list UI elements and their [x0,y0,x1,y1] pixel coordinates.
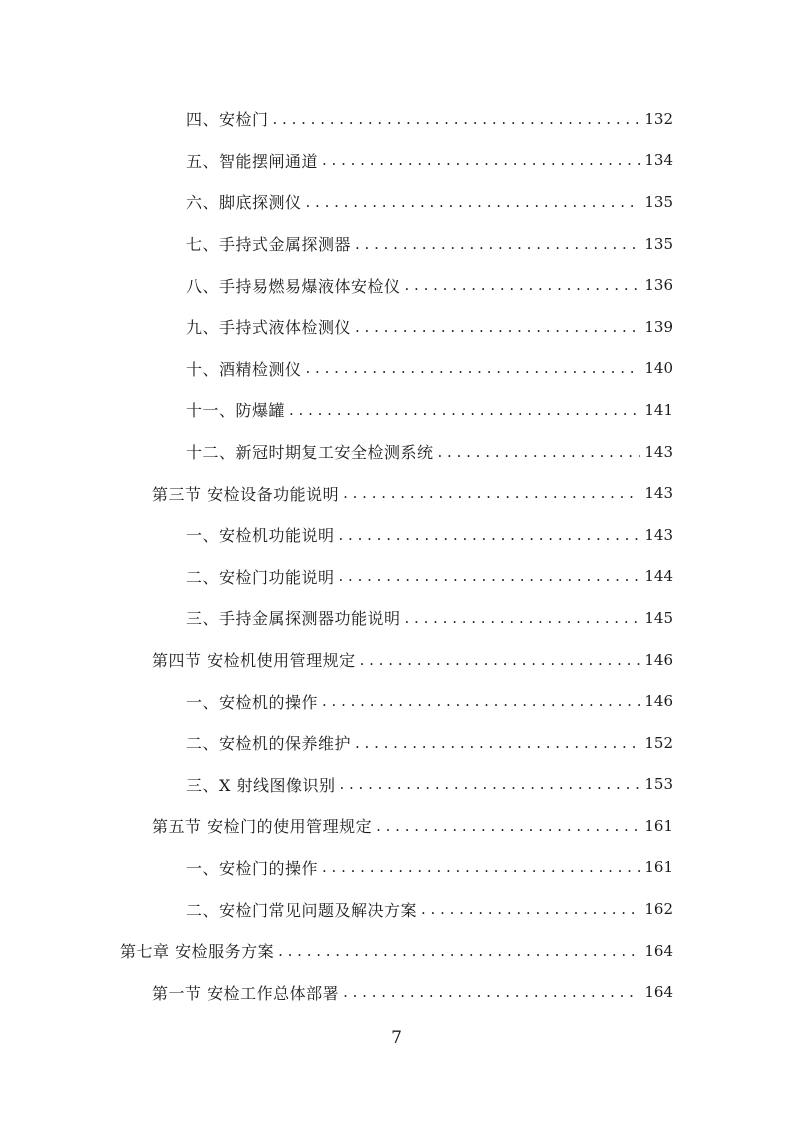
toc-dot-leader [343,484,640,502]
toc-entry-page: 146 [644,650,673,669]
toc-entry-title: 十、酒精检测仪 [186,359,302,379]
toc-entry-title: 第四节 安检机使用管理规定 [152,651,356,671]
toc-entry[interactable] [0,556,793,598]
toc-entry-page: 134 [644,151,673,170]
toc-entry-title: 七、手持式金属探测器 [186,235,352,255]
toc-entry-page: 161 [644,858,673,877]
toc-dot-leader [421,900,640,918]
toc-entry[interactable] [0,930,793,972]
toc-entry-page: 162 [644,900,673,919]
toc-entry-page: 152 [644,733,673,752]
toc-dot-leader [278,942,640,960]
toc-entry-page: 145 [644,608,673,627]
toc-entry[interactable] [0,514,793,556]
toc-entry[interactable] [0,306,793,348]
toc-dot-leader [355,318,640,336]
toc-entry[interactable] [0,264,793,306]
page-number: 7 [391,1028,402,1048]
toc-dot-leader [405,609,641,627]
toc-entry-page: 146 [644,692,673,711]
toc-entry-page: 135 [644,234,673,253]
toc-entry-title: 十二、新冠时期复工安全检测系统 [186,443,434,463]
toc-dot-leader [438,443,641,461]
toc-entry-title: 第一节 安检工作总体部署 [152,983,340,1003]
toc-entry-title: 三、X 射线图像识别 [186,775,336,795]
toc-entry-page: 143 [644,442,673,461]
toc-dot-leader [343,983,640,1001]
table-of-contents [0,98,793,1013]
toc-entry-title: 第七章 安检服务方案 [120,942,275,962]
toc-entry-title: 二、安检门功能说明 [186,567,335,587]
toc-entry-page: 141 [644,400,673,419]
toc-entry-title: 九、手持式液体检测仪 [186,318,352,338]
toc-entry-title: 三、手持金属探测器功能说明 [186,609,401,629]
toc-entry-title: 一、安检机的操作 [186,692,319,712]
toc-dot-leader [339,526,641,544]
toc-dot-leader [322,858,640,876]
toc-entry-page: 161 [644,816,673,835]
toc-entry-page: 164 [644,941,673,960]
toc-entry[interactable] [0,680,793,722]
toc-entry[interactable] [0,98,793,140]
toc-entry-page: 143 [644,484,673,503]
toc-dot-leader [355,734,640,752]
toc-entry-page: 140 [644,359,673,378]
toc-entry[interactable] [0,805,793,847]
toc-entry[interactable] [0,140,793,182]
toc-entry-page: 132 [644,109,673,128]
toc-entry[interactable] [0,971,793,1013]
toc-entry[interactable] [0,722,793,764]
toc-dot-leader [405,276,641,294]
toc-entry[interactable] [0,348,793,390]
toc-entry-title: 二、安检门常见问题及解决方案 [186,900,418,920]
toc-entry-page: 143 [644,525,673,544]
toc-dot-leader [306,193,641,211]
toc-entry[interactable] [0,431,793,473]
toc-dot-leader [322,151,640,169]
toc-dot-leader [273,110,641,128]
toc-entry[interactable] [0,888,793,930]
toc-dot-leader [322,692,640,710]
toc-entry[interactable] [0,181,793,223]
toc-entry-title: 四、安检门 [186,110,269,130]
toc-entry-title: 第三节 安检设备功能说明 [152,484,340,504]
toc-entry-title: 十一、防爆罐 [186,401,286,421]
toc-dot-leader [339,567,641,585]
toc-entry-page: 139 [644,317,673,336]
toc-entry-page: 164 [644,983,673,1002]
toc-entry-page: 144 [644,567,673,586]
toc-entry-title: 二、安检机的保养维护 [186,734,352,754]
toc-entry-page: 135 [644,192,673,211]
toc-dot-leader [339,775,640,793]
toc-entry[interactable] [0,389,793,431]
toc-entry[interactable] [0,223,793,265]
toc-entry[interactable] [0,764,793,806]
toc-entry-page: 136 [644,276,673,295]
toc-dot-leader [289,401,640,419]
toc-entry[interactable] [0,472,793,514]
toc-entry-page: 153 [644,775,673,794]
toc-entry-title: 第五节 安检门的使用管理规定 [152,817,373,837]
toc-dot-leader [360,651,641,669]
toc-dot-leader [376,817,640,835]
toc-entry-title: 八、手持易燃易爆液体安检仪 [186,276,401,296]
toc-entry-title: 一、安检门的操作 [186,858,319,878]
toc-entry[interactable] [0,847,793,889]
toc-entry-title: 五、智能摆闸通道 [186,151,319,171]
toc-dot-leader [306,359,641,377]
toc-entry[interactable] [0,639,793,681]
toc-entry-title: 一、安检机功能说明 [186,526,335,546]
toc-dot-leader [355,235,640,253]
toc-entry-title: 六、脚底探测仪 [186,193,302,213]
toc-entry[interactable] [0,597,793,639]
